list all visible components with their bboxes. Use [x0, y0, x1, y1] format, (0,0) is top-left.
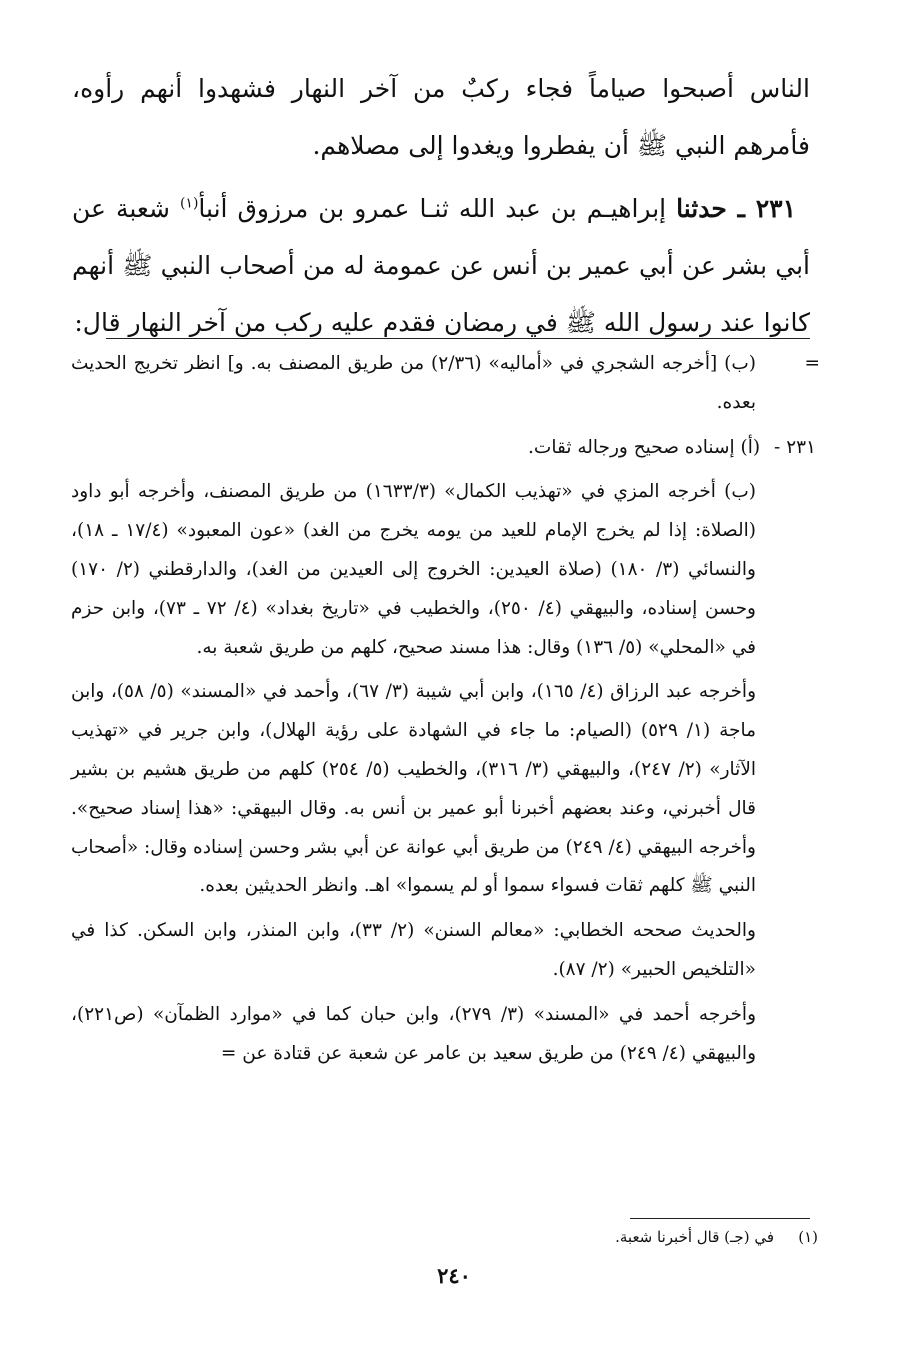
footnote-231-d: والحديث صححه الخطابي: «معالم السنن» (٢/ ٣٣)، وابن المنذر، وابن السكن. كذا في «التلخيص الحبير» (٢/ ٨٧).: [71, 920, 756, 980]
hadith-number: ٢٣١: [755, 194, 797, 223]
main-text: [72, 60, 810, 357]
footnote-231-c: وأخرجه عبد الرزاق (٤/ ١٦٥)، وابن أبي شيبة (٣/ ٦٧)، وأحمد في «المسند» (٥/ ٥٨)، وابن ماجة (١/ ٥٢٩) (الصيام: ما جاء في الشهادة على رؤية الهلال)، وابن جرير في «تهذيب الآثار» (٢/ ٢٤٧)، والبيهقي (٣/ ٣١٦)، والخطيب (٥/ ٢٥٤) كلهم من طريق هشيم بن بشير قال أخبرني، وعند بعضهم أخبرنا أبو عمير بن أنس به. وقال البيهقي: «هذا إسناد صحيح». وأخرجه البيهقي (٤/ ٢٤٩) من طريق أبي عوانة عن أبي بشر وحسن إسناده وقال: «أصحاب النبي ﷺ كلهم ثقات فسواء سموا أو لم يسموا» اهـ. وانظر الحديثين بعده.: [71, 681, 757, 897]
continued-footnote: [71, 345, 820, 423]
footnotes-section: [71, 345, 820, 1079]
endnote-text: في (جـ) قال أخبرنا شعبة.: [615, 1228, 774, 1246]
footnote-reference: (١): [179, 195, 199, 212]
continued-footnote-text: (ب) [أخرجه الشجري في «أماليه» (٢/٣٦) من طريق المصنف به. و] انظر تخريج الحديث بعده.: [71, 353, 756, 413]
opening-paragraph: الناس أصبحوا صياماً فجاء ركبٌ من آخر النهار فشهدوا أنهم رأوه، فأمرهم النبي ﷺ أن يفطروا ويغدوا إلى مصلاهم.: [72, 74, 810, 160]
footnote-231-b: (ب) أخرجه المزي في «تهذيب الكمال» (١٦٣٣/٣) من طريق المصنف، وأخرجه أبو داود (الصلاة: إذا لم يخرج الإمام للعيد من يومه يخرج من الغد) «عون المعبود» (١٧/٤ ـ ١٨)، والنسائي (٣/ ١٨٠) (صلاة العيدين: الخروج إلى العيدين من الغد)، والدارقطني (٢/ ١٧٠) وحسن إسناده، والبيهقي (٤/ ٢٥٠)، والخطيب في «تاريخ بغداد» (٤/ ٧٢ ـ ٧٣)، وابن حزم في «المحلي» (٥/ ١٣٦) وقال: هذا مسند صحيح، كلهم من طريق شعبة به.: [71, 481, 757, 658]
endnote-separator: [630, 1218, 810, 1219]
hadith-text-part-a: إبراهيـم بن عبد الله ثنـا عمرو بن مرزوق أنبأ: [198, 194, 677, 223]
endnote-number: (١): [798, 1228, 818, 1246]
footnote-231-e: وأخرجه أحمد في «المسند» (٣/ ٢٧٩)، وابن حبان كما في «موارد الظمآن» (ص٢٢١)، والبيهقي (٤/ ٢٤٩) من طريق سعيد بن عامر عن شعبة عن قتادة عن =: [71, 1003, 756, 1064]
footnote-231-a: (أ) إسناده صحيح ورجاله ثقات.: [528, 436, 761, 458]
hadith-dash: ـ: [726, 194, 756, 223]
hadith-text-part-b: شعبة عن أبي بشر عن أبي عمير بن أنس عن عمومة له من أصحاب النبي ﷺ أنهم كانوا عند رسول الله ﷺ في رمضان فقدم عليه ركب من آخر النهار قال:: [72, 194, 810, 337]
footnote-231-heading: [71, 429, 816, 468]
hadith-lead-word: حدثنا: [676, 194, 727, 223]
endnote: [118, 1224, 818, 1250]
page-number: ٢٤٠: [437, 1263, 471, 1288]
continuation-marker: =: [804, 353, 820, 374]
hadith-231-paragraph: [72, 180, 810, 351]
footnote-separator: [106, 338, 810, 339]
footnote-231-number: ٢٣١ -: [774, 436, 816, 458]
